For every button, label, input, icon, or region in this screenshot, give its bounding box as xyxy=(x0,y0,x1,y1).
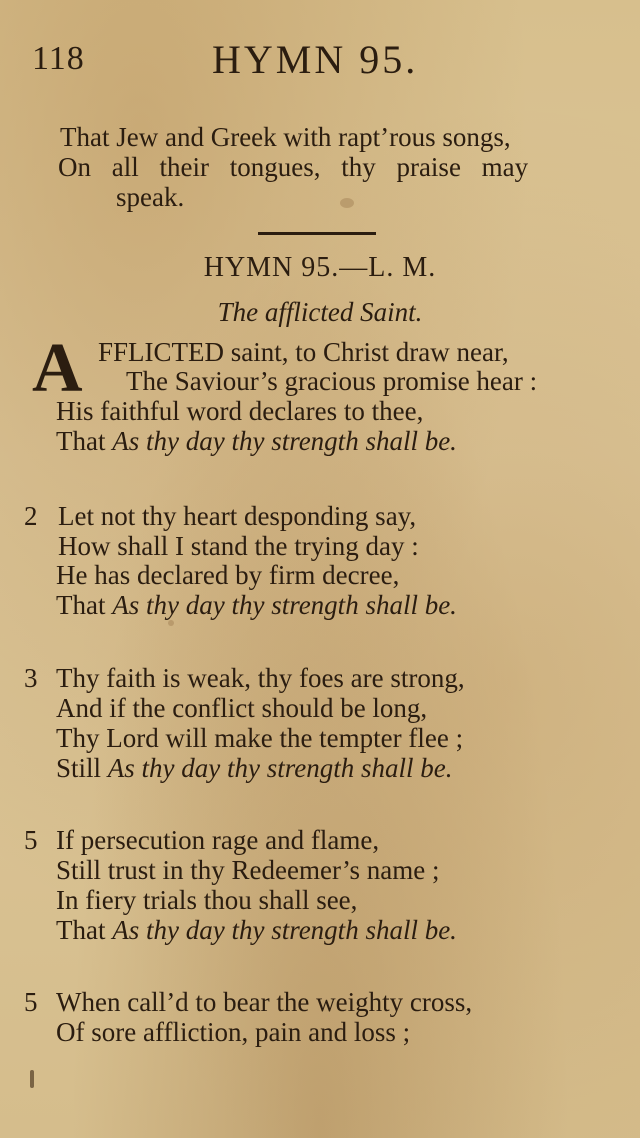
drop-cap: A xyxy=(32,330,83,407)
stanza-line: The Saviour’s gracious promise hear : xyxy=(126,366,538,396)
refrain-italic: As thy day thy strength shall be. xyxy=(112,426,457,456)
hymn-title: HYMN 95.—L. M. xyxy=(203,252,437,283)
hymn-subtitle: The afflicted Saint. xyxy=(217,297,423,327)
stanza-line: If persecution rage and flame, xyxy=(56,825,380,855)
stanza-line: Of sore affliction, pain and loss ; xyxy=(56,1017,411,1047)
verse-number: 5 xyxy=(24,825,38,855)
stanza-line: He has declared by firm decree, xyxy=(56,560,400,590)
paper-stain xyxy=(30,1070,34,1088)
section-divider xyxy=(258,232,376,235)
verse-number: 5 xyxy=(24,987,38,1017)
stanza-line: In fiery trials thou shall see, xyxy=(56,885,358,915)
running-header xyxy=(0,36,640,86)
stanza-line: Let not thy heart desponding say, xyxy=(58,501,417,531)
refrain-prefix: That xyxy=(56,915,106,945)
previous-stanza-line: On all their tongues, thy praise may xyxy=(58,152,529,182)
refrain-prefix: That xyxy=(56,426,106,456)
stanza-refrain xyxy=(56,426,457,456)
verse-number: 2 xyxy=(24,501,38,531)
refrain-italic: As thy day thy strength shall be. xyxy=(112,590,457,620)
stanza-line: When call’d to bear the weighty cross, xyxy=(56,987,473,1017)
stanza-line: And if the conflict should be long, xyxy=(56,693,428,723)
refrain-italic: As thy day thy strength shall be. xyxy=(107,753,453,783)
stanza-refrain xyxy=(56,915,457,945)
verse-number: 3 xyxy=(24,663,38,693)
stanza-line: His faithful word declares to thee, xyxy=(56,396,424,426)
refrain-prefix: Still xyxy=(56,753,102,783)
stanza-refrain xyxy=(56,590,457,620)
paper-stain xyxy=(168,620,174,626)
previous-stanza-line: That Jew and Greek with rapt’rous songs, xyxy=(60,122,511,152)
stanza-refrain xyxy=(56,753,452,783)
stanza-line: Thy faith is weak, thy foes are strong, xyxy=(56,663,465,693)
stanza-line: Thy Lord will make the tempter flee ; xyxy=(56,723,464,753)
paper-stain xyxy=(340,198,354,208)
stanza-line: How shall I stand the trying day : xyxy=(58,531,419,561)
previous-stanza-line: speak. xyxy=(116,182,185,212)
refrain-prefix: That xyxy=(56,590,106,620)
stanza-line: Still trust in thy Redeemer’s name ; xyxy=(56,855,440,885)
stanza-line: FFLICTED saint, to Christ draw near, xyxy=(98,337,509,367)
page-number: 118 xyxy=(32,40,85,77)
running-title: HYMN 95. xyxy=(212,37,419,82)
refrain-italic: As thy day thy strength shall be. xyxy=(112,915,457,945)
